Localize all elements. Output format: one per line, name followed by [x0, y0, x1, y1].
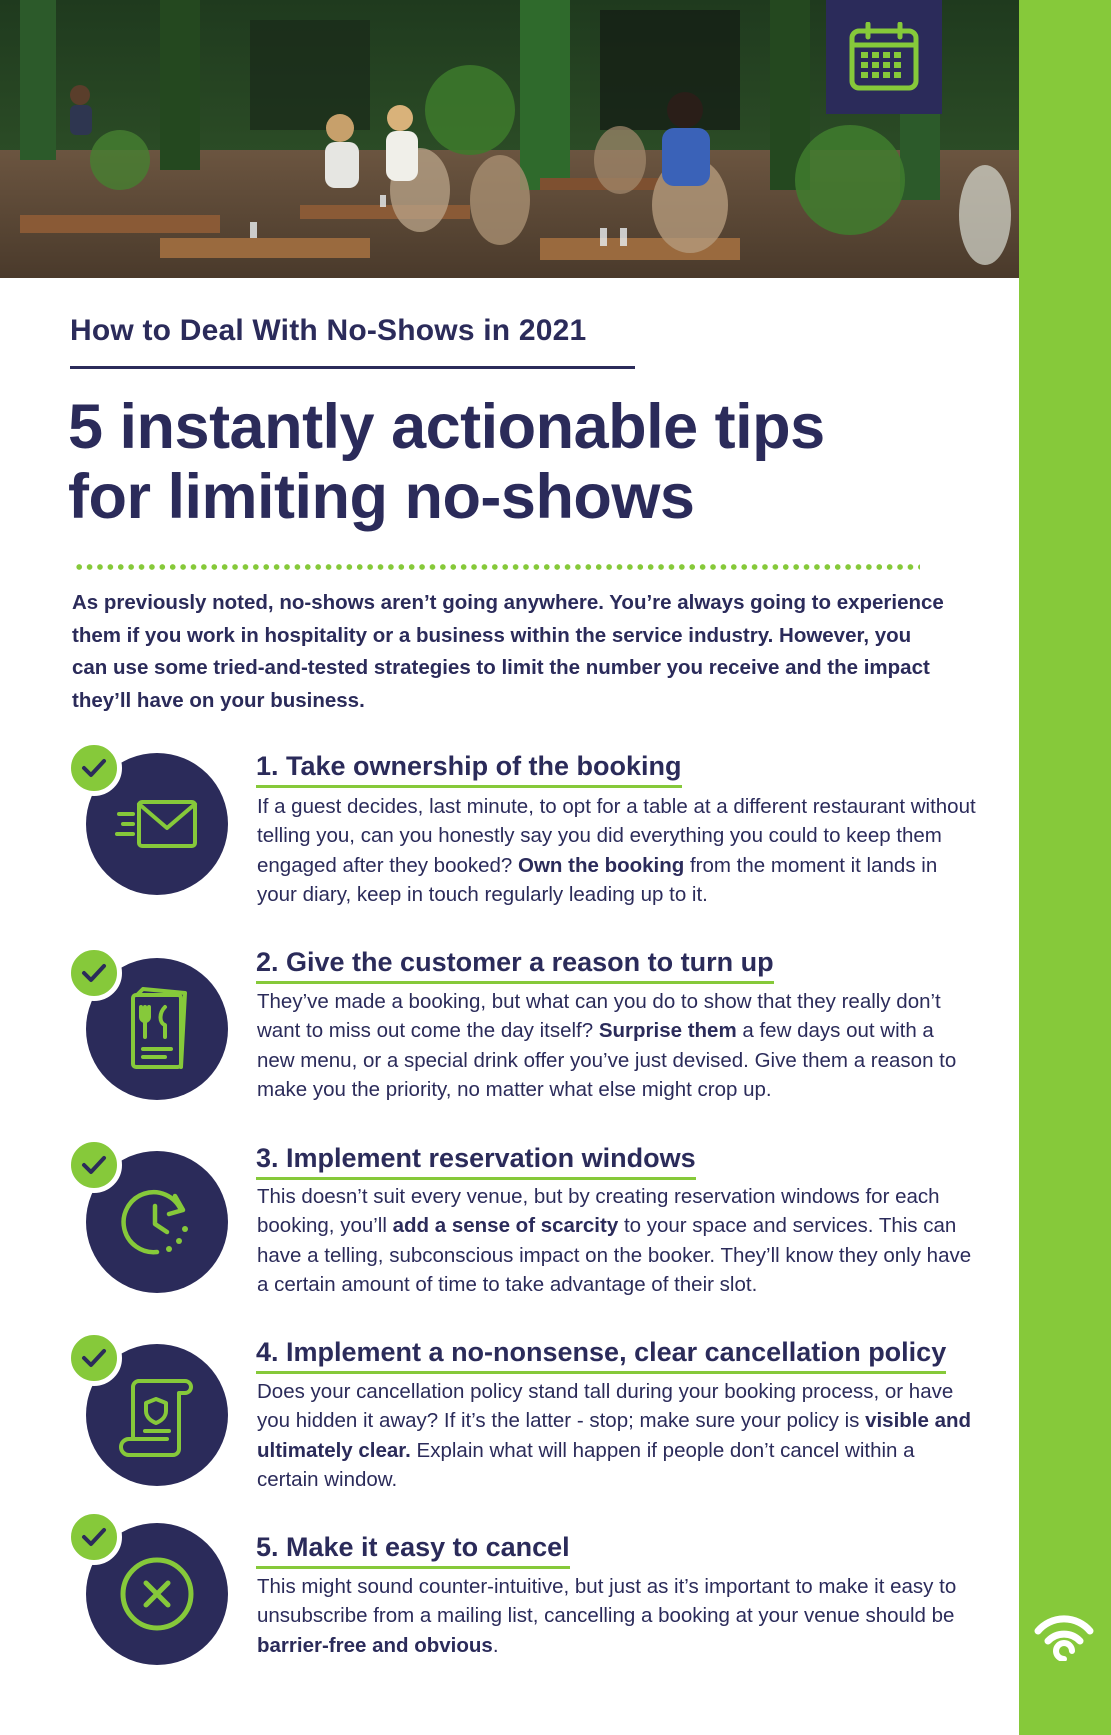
eyebrow-title: How to Deal With No-Shows in 2021	[70, 314, 587, 347]
envelope-icon	[115, 794, 199, 854]
clock-icon	[119, 1184, 195, 1260]
tip-title: 3. Implement reservation windows	[256, 1143, 696, 1180]
calendar-badge	[826, 0, 942, 114]
intro-paragraph: As previously noted, no-shows aren’t going anywhere. You’re always going to experience them if you work in hospitality or a business within the service industry. However, you can use some tried-and-tested strategies to limit the number you receive and the impact they’ll have on your business.	[72, 591, 944, 712]
tip-body: This doesn’t suit every venue, but by creating reservation windows for each booking, you’ll add a sense of scarcity to your space and services. This can have a telling, subconscious impact on the booker. They’ll know they only have a certain amount of time to take advantage of their slot.	[257, 1185, 972, 1296]
tip-title: 2. Give the customer a reason to turn up	[256, 947, 774, 984]
tip-body: Does your cancellation policy stand tall during your booking process, or have you hidden it away? If it’s the latter - stop; make sure your policy is visible and ultimately clear. Explain what will happen if people don’t cancel within a certain window.	[257, 1380, 972, 1491]
dotted-divider	[74, 564, 920, 570]
hero-photo	[0, 0, 1019, 278]
tip-item-2	[0, 945, 1019, 1115]
tip-body: This might sound counter-intuitive, but just as it’s important to make it easy to unsubscribe from a mailing list, cancelling a booking at your venue should be barrier-free and obvious.	[257, 1575, 957, 1657]
eyebrow-underline	[70, 366, 635, 369]
checkmark-icon	[66, 1509, 122, 1565]
tip-title: 5. Make it easy to cancel	[256, 1532, 570, 1569]
checkmark-icon	[66, 945, 122, 1001]
tip-item-1	[0, 740, 1019, 910]
checkmark-icon	[66, 740, 122, 796]
tip-body-highlight: Own the booking	[518, 853, 685, 877]
tip-body-highlight: visible and ultimately clear.	[257, 1409, 972, 1462]
calendar-icon	[848, 22, 920, 92]
menu-icon	[127, 987, 187, 1071]
tip-title: 4. Implement a no-nonsense, clear cancellation policy	[256, 1337, 946, 1374]
checkmark-icon	[66, 1137, 122, 1193]
page-headline	[68, 392, 968, 532]
side-accent-bar	[1019, 0, 1111, 1735]
tip-item-3	[0, 1137, 1019, 1307]
checkmark-icon	[66, 1330, 122, 1386]
tip-item-5	[0, 1509, 1019, 1679]
brand-wifi-logo-icon	[1032, 1605, 1096, 1661]
headline-line-1: 5 instantly actionable tips	[68, 392, 825, 462]
headline-line-2: for limiting no-shows	[68, 462, 695, 532]
policy-scroll-icon	[119, 1373, 195, 1457]
tip-body: They’ve made a booking, but what can you do to show that they really don’t want to miss out come the day itself? Surprise them a few days out with a new menu, or a special drink offer you’ve just devised. Give them a reason to make you the priority, no matter what else might crop up.	[257, 990, 957, 1101]
tip-body: If a guest decides, last minute, to opt for a table at a different restaurant without telling you, can you honestly say you did everything you could to keep them engaged after they booked? Own the booking from the moment it lands in your diary, keep in touch regularly leading up to it.	[257, 795, 976, 906]
tip-body-highlight: barrier-free and obvious	[257, 1633, 493, 1657]
tip-item-4	[0, 1330, 1019, 1500]
tip-body-highlight: add a sense of scarcity	[392, 1214, 619, 1238]
tip-body-highlight: Surprise them	[598, 1019, 737, 1043]
cancel-x-icon	[117, 1554, 197, 1634]
tip-title: 1. Take ownership of the booking	[256, 751, 682, 788]
